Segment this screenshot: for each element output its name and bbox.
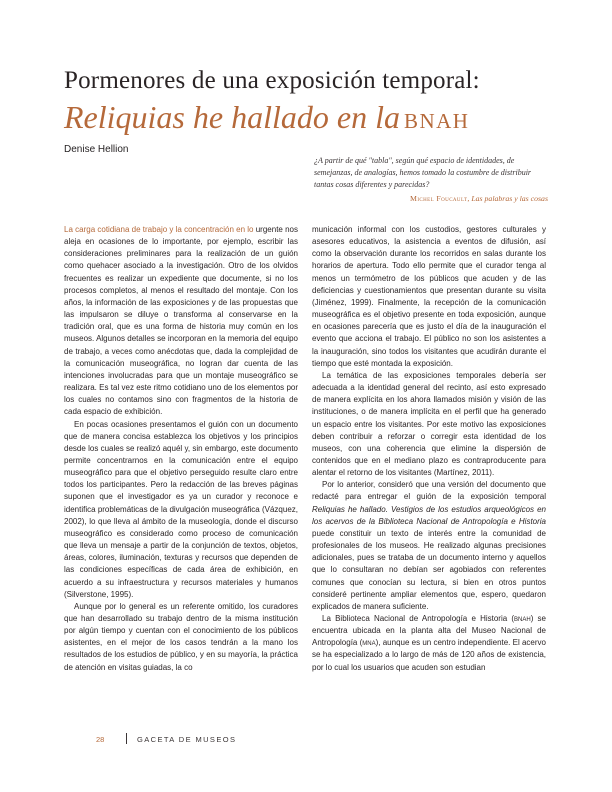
right-column xyxy=(312,224,546,674)
paragraph xyxy=(312,479,546,613)
paragraph: En pocas ocasiones presentamos el guión con un documento que de manera concisa establezca los objetivos y los principios desde los cuales se realizó aquél y, sin embargo, este documento permite concentrarnos en la comunicación entre el equipo museográfico para que el objetivo perseguido resulte claro entre todos los participantes. Pero la redacción de las breves páginas suponen que el investigador es ya un curador y reconoce e identifica problemáticas de la divulgación museográfica (Vázquez, 2002), lo que lleva al ámbito de la museología, donde el discurso museográfico es considerado como proceso de comunicación que lleva un mensaje a partir de la conjunción de textos, objetos, áreas, colores, iluminación, texturas y recursos que dependen de las condiciones específicas de cada área de exhibición, en acuerdo a su infraestructura y recursos materiales y humanos (Silverstone, 1995). xyxy=(64,419,298,599)
title-line-1: Pormenores de una exposición temporal: xyxy=(64,67,480,94)
left-column xyxy=(64,224,298,674)
paragraph-text: Por lo anterior, consideró que una versión del documento que redacté para entregar el guión de la exposición temporal xyxy=(312,480,546,502)
magazine-name: GACETA DE MUSEOS xyxy=(137,735,237,744)
paragraph-text: puede constituir un texto de interés entre la comunidad de profesionales de los museos. He realizado algunas precisiones adicionales, pues se trataba de un documento interno y aquellos que lo consultaran no debían ser agobiados con referentes comunes que conocían su lectura, si bien en otros puntos consideré pertinente ampliar elementos que, espero, quedaron explicados de manera suficiente. xyxy=(312,528,546,611)
paragraph: La temática de las exposiciones temporales debería ser adecuada a la identidad general del recinto, así esto expresado de manera explícita en los ahora llamados misión y visión de las instituciones, o de manera implícita en el perfil que ha generado un espacio entre los visitantes. Por este motivo las exposiciones deben contribuir a reforzar o corregir esta identidad de los museos, con una coherencia que elimine la dispersión de contenidos que en el mediano plazo es contraproducente para alentar el retorno de los visitantes (Martínez, 2011). xyxy=(312,370,546,478)
epigraph-author: Michel Foucault xyxy=(410,194,468,203)
page-title xyxy=(64,98,584,140)
paragraph-text: La Biblioteca Nacional de Antropología e Historia ( xyxy=(322,614,515,623)
epigraph-work: Las palabras y las cosas xyxy=(471,194,548,203)
paragraph xyxy=(312,613,546,674)
paragraph xyxy=(64,224,298,419)
exhibition-title: Reliquias he hallado. Vestigios de los estudios arqueológicos en los acervos de la Biblioteca Nacional de Antropología e Historia xyxy=(312,504,546,526)
paragraph-text: ) se encuentra ubicada en la planta alta del Museo Nacional de Antropología ( xyxy=(312,614,546,648)
page-number: 28 xyxy=(96,735,105,744)
acronym: mna xyxy=(362,638,376,648)
footer-divider xyxy=(126,733,127,744)
paragraph-text: ), aunque es un centro independiente. El acervo se ha especializado a lo largo de más de 120 años de existencia, por lo cual los usuarios que acuden son estudian xyxy=(312,638,546,672)
acronym: bnah xyxy=(514,614,531,623)
epigraph-separator: , xyxy=(467,194,472,203)
title-line-2: Reliquias he hallado en la xyxy=(64,99,400,135)
paragraph: Aunque por lo general es un referente omitido, los curadores que han desarrollado su trabajo dentro de la misma institución por algún tiempo y cuentan con el conocimiento de los públicos asistentes, en el mejor de los casos tendrán a la mano los resultados de los estudios de público, y en su mayoría, la práctica de atención en visitas guiadas, la co xyxy=(64,601,298,672)
title-acronym: BNAH xyxy=(403,109,470,133)
author-name: Denise Hellion xyxy=(64,144,129,155)
lead-in: La carga cotidiana de trabajo y la concentración en lo xyxy=(64,225,254,234)
epigraph-quote: ¿A partir de qué "tabla", según qué espacio de identidades, de semejanzas, de analogías, hemos tomado la costumbre de distribuir tantas cosas diferentes y parecidas? xyxy=(314,156,532,190)
paragraph: municación informal con los custodios, gestores culturales y asesores educativos, la asistencia a eventos de difusión, así como la observación durante los recorridos en salas durante los horarios de apertura. Todo ello permite que el curador tenga al menos un termómetro de los públicos que acuden y de las deficiencias y cuestionamientos que presentan durante su visita (Jiménez, 1999). Finalmente, la recepción de la comunicación museográfica es el objetivo presente en toda exposición, aunque en ocasiones parecería que es justo el día de la inauguración el evento que acciona el trabajo. El público no son los asistentes a la inauguración, sino todos los visitantes que acudirán durante el tiempo que esté montada la exposición. xyxy=(312,225,546,368)
paragraph-text: urgente nos aleja en ocasiones de lo importante, por ejemplo, escribir las consideraciones preliminares para la realización de un guión como quehacer asociado a la investigación. Otro de los olvidos frecuentes es realizar un expediente que documente, si no los procesos completos, al menos el resultado del montaje. Con los años, la información de las exposiciones y de las propuestas que las impulsaron se diluye o transforma al conservarse en la tradición oral, que es una forma de historia muy común en los museos. Algunos detalles se incorporan en la memoria del equipo de trabajo, a veces como anécdotas que, dada la complejidad de la comunicación museográfica, no logran dar cuenta de las intenciones involucradas para que un montaje museográfico se realizara. Es tal vez este ritmo cotidiano uno de los elementos por los cuales no contamos sino con fragmentos de la historia de cada espacio de exhibición. xyxy=(64,225,298,417)
epigraph-attribution xyxy=(340,193,548,205)
page-footer xyxy=(96,733,236,745)
